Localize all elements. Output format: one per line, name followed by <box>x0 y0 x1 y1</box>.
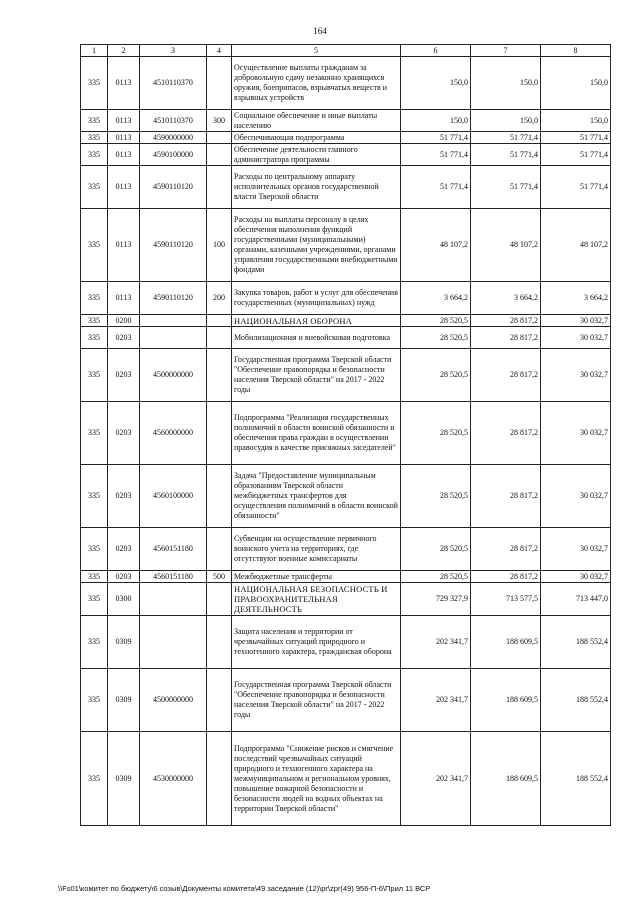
cell-code-1: 335 <box>81 528 108 571</box>
cell-value-2021: 28 520,5 <box>401 465 471 528</box>
table-row <box>81 528 611 571</box>
cell-value-2023: 51 771,4 <box>541 144 611 166</box>
cell-value-2023: 30 032,7 <box>541 327 611 349</box>
cell-description: Государственная программа Тверской области "Обеспечение правопорядка и безопасности населения Тверской области" на 2017 - 2022 годы <box>232 349 401 402</box>
cell-section: 0203 <box>108 327 140 349</box>
cell-code-1: 335 <box>81 209 108 282</box>
cell-value-2023: 30 032,7 <box>541 315 611 327</box>
cell-description: Обеспечивающая подпрограмма <box>232 132 401 144</box>
cell-description: Расходы на выплаты персоналу в целях обеспечения выполнения функций государственными (муниципальными) органами, казенными учреждениями, органами управления государственными внебюджетными фондами <box>232 209 401 282</box>
cell-section: 0113 <box>108 166 140 209</box>
table-row <box>81 402 611 465</box>
cell-expense-type: 300 <box>207 110 232 132</box>
cell-value-2023: 51 771,4 <box>541 132 611 144</box>
cell-code-1: 335 <box>81 57 108 110</box>
cell-section: 0113 <box>108 209 140 282</box>
cell-target-article: 4590110120 <box>140 282 207 315</box>
table-row <box>81 132 611 144</box>
cell-expense-type <box>207 349 232 402</box>
cell-value-2022: 28 817,2 <box>471 315 541 327</box>
table-row <box>81 669 611 732</box>
cell-code-1: 335 <box>81 349 108 402</box>
table-row <box>81 57 611 110</box>
cell-value-2022: 150,0 <box>471 110 541 132</box>
cell-code-1: 335 <box>81 282 108 315</box>
cell-code-1: 335 <box>81 669 108 732</box>
cell-value-2021: 28 520,5 <box>401 327 471 349</box>
cell-expense-type <box>207 465 232 528</box>
cell-section: 0203 <box>108 402 140 465</box>
cell-expense-type <box>207 132 232 144</box>
cell-value-2021: 28 520,5 <box>401 402 471 465</box>
table-row <box>81 282 611 315</box>
cell-value-2021: 51 771,4 <box>401 166 471 209</box>
cell-value-2023: 188 552,4 <box>541 669 611 732</box>
cell-description: НАЦИОНАЛЬНАЯ БЕЗОПАСНОСТЬ И ПРАВООХРАНИТЕЛЬНАЯ ДЕЯТЕЛЬНОСТЬ <box>232 583 401 616</box>
cell-code-1: 335 <box>81 166 108 209</box>
table-row <box>81 110 611 132</box>
cell-section: 0113 <box>108 110 140 132</box>
cell-code-1: 335 <box>81 315 108 327</box>
cell-expense-type <box>207 528 232 571</box>
col-header-1: 1 <box>81 45 108 57</box>
cell-value-2023: 48 107,2 <box>541 209 611 282</box>
cell-description: Защита населения и территории от чрезвычайных ситуаций природного и техногенного характера, гражданская оборона <box>232 616 401 669</box>
cell-expense-type <box>207 669 232 732</box>
cell-value-2021: 28 520,5 <box>401 349 471 402</box>
table-row <box>81 327 611 349</box>
cell-value-2021: 48 107,2 <box>401 209 471 282</box>
table-row <box>81 315 611 327</box>
cell-value-2023: 30 032,7 <box>541 402 611 465</box>
cell-section: 0309 <box>108 616 140 669</box>
cell-value-2022: 28 817,2 <box>471 528 541 571</box>
cell-description: Осуществление выплаты гражданам за добровольную сдачу незаконно хранящихся оружия, боеприпасов, взрывчатых веществ и взрывных устройств <box>232 57 401 110</box>
cell-expense-type: 500 <box>207 571 232 583</box>
cell-value-2023: 30 032,7 <box>541 571 611 583</box>
cell-code-1: 335 <box>81 402 108 465</box>
cell-value-2022: 48 107,2 <box>471 209 541 282</box>
col-header-2: 2 <box>108 45 140 57</box>
cell-target-article <box>140 327 207 349</box>
cell-value-2023: 3 664,2 <box>541 282 611 315</box>
cell-target-article: 4510110370 <box>140 110 207 132</box>
cell-value-2022: 28 817,2 <box>471 402 541 465</box>
table-row <box>81 349 611 402</box>
cell-description: Расходы по центральному аппарату исполнительных органов государственной власти Тверской области <box>232 166 401 209</box>
cell-description: Межбюджетные трансферты <box>232 571 401 583</box>
cell-value-2021: 28 520,5 <box>401 571 471 583</box>
cell-expense-type <box>207 315 232 327</box>
cell-description: Задача "Предоставление муниципальным образованиям Тверской области межбюджетных трансфертов для осуществления полномочий в области воинской обязанности" <box>232 465 401 528</box>
cell-value-2022: 28 817,2 <box>471 349 541 402</box>
cell-expense-type <box>207 402 232 465</box>
page-number: 164 <box>313 26 327 36</box>
cell-description: Государственная программа Тверской области "Обеспечение правопорядка и безопасности населения Тверской области" на 2017 - 2022 годы <box>232 669 401 732</box>
cell-code-1: 335 <box>81 732 108 826</box>
table-body <box>81 57 611 826</box>
cell-code-1: 335 <box>81 327 108 349</box>
cell-value-2023: 188 552,4 <box>541 732 611 826</box>
cell-expense-type: 100 <box>207 209 232 282</box>
cell-value-2022: 28 817,2 <box>471 465 541 528</box>
cell-description: Подпрограмма "Снижение рисков и смягчение последствий чрезвычайных ситуаций природного и техногенного характера на межмуниципальном и региональном уровнях, повышение пожарной безопасности и безопасности людей на водных объектах на территории Тверской области" <box>232 732 401 826</box>
file-path-footer: \\Fs01\комитет по бюджету\6 созыв\Документы комитета\49 заседание (12)\pr\zpr(49) 956-П-6\Прил 11 ВСР <box>58 884 431 893</box>
cell-value-2021: 202 341,7 <box>401 669 471 732</box>
cell-target-article: 4560151180 <box>140 528 207 571</box>
cell-code-1: 335 <box>81 132 108 144</box>
cell-value-2021: 150,0 <box>401 110 471 132</box>
table-row <box>81 166 611 209</box>
cell-expense-type <box>207 57 232 110</box>
cell-section: 0300 <box>108 583 140 616</box>
table-row <box>81 583 611 616</box>
cell-section: 0203 <box>108 571 140 583</box>
col-header-4: 4 <box>207 45 232 57</box>
cell-section: 0203 <box>108 465 140 528</box>
cell-value-2023: 51 771,4 <box>541 166 611 209</box>
cell-description: Обеспечение деятельности главного администратора программы <box>232 144 401 166</box>
cell-value-2021: 51 771,4 <box>401 144 471 166</box>
cell-target-article: 4500000000 <box>140 669 207 732</box>
cell-target-article: 4590110120 <box>140 209 207 282</box>
cell-section: 0113 <box>108 132 140 144</box>
cell-expense-type <box>207 616 232 669</box>
cell-code-1: 335 <box>81 583 108 616</box>
col-header-3: 3 <box>140 45 207 57</box>
cell-expense-type <box>207 166 232 209</box>
col-header-5: 5 <box>232 45 401 57</box>
cell-code-1: 335 <box>81 571 108 583</box>
cell-value-2022: 188 609,5 <box>471 616 541 669</box>
header-row <box>81 45 611 57</box>
cell-description: Социальное обеспечение и иные выплаты населению <box>232 110 401 132</box>
cell-target-article <box>140 315 207 327</box>
cell-value-2021: 28 520,5 <box>401 528 471 571</box>
table-row <box>81 465 611 528</box>
cell-value-2023: 30 032,7 <box>541 465 611 528</box>
cell-target-article: 4510110370 <box>140 57 207 110</box>
cell-value-2022: 3 664,2 <box>471 282 541 315</box>
cell-expense-type: 200 <box>207 282 232 315</box>
cell-target-article: 4560100000 <box>140 465 207 528</box>
cell-section: 0309 <box>108 732 140 826</box>
cell-expense-type <box>207 583 232 616</box>
cell-value-2022: 188 609,5 <box>471 732 541 826</box>
cell-value-2021: 51 771,4 <box>401 132 471 144</box>
cell-value-2021: 3 664,2 <box>401 282 471 315</box>
cell-value-2022: 51 771,4 <box>471 132 541 144</box>
cell-value-2022: 150,0 <box>471 57 541 110</box>
cell-value-2021: 729 327,9 <box>401 583 471 616</box>
cell-description: Подпрограмма "Реализация государственных полномочий в области воинской обязанности и обеспечения права граждан в осуществлении правосудия в качестве присяжных заседателей" <box>232 402 401 465</box>
cell-value-2023: 150,0 <box>541 110 611 132</box>
cell-expense-type <box>207 732 232 826</box>
cell-section: 0203 <box>108 528 140 571</box>
cell-value-2021: 28 520,5 <box>401 315 471 327</box>
table-row <box>81 144 611 166</box>
col-header-8: 8 <box>541 45 611 57</box>
cell-target-article <box>140 583 207 616</box>
cell-value-2022: 713 577,5 <box>471 583 541 616</box>
cell-value-2022: 188 609,5 <box>471 669 541 732</box>
cell-value-2022: 51 771,4 <box>471 144 541 166</box>
cell-value-2023: 188 552,4 <box>541 616 611 669</box>
cell-description: НАЦИОНАЛЬНАЯ ОБОРОНА <box>232 315 401 327</box>
cell-target-article: 4500000000 <box>140 349 207 402</box>
cell-expense-type <box>207 327 232 349</box>
cell-target-article: 4590100000 <box>140 144 207 166</box>
cell-target-article: 4560000000 <box>140 402 207 465</box>
cell-value-2023: 713 447,0 <box>541 583 611 616</box>
col-header-6: 6 <box>401 45 471 57</box>
table-row <box>81 732 611 826</box>
cell-value-2022: 51 771,4 <box>471 166 541 209</box>
cell-target-article: 4530000000 <box>140 732 207 826</box>
cell-value-2021: 202 341,7 <box>401 732 471 826</box>
cell-code-1: 335 <box>81 144 108 166</box>
cell-description: Закупка товаров, работ и услуг для обеспечения государственных (муниципальных) нужд <box>232 282 401 315</box>
cell-section: 0113 <box>108 57 140 110</box>
table-row <box>81 571 611 583</box>
cell-value-2022: 28 817,2 <box>471 327 541 349</box>
cell-value-2023: 30 032,7 <box>541 528 611 571</box>
cell-target-article <box>140 616 207 669</box>
table-row <box>81 616 611 669</box>
cell-code-1: 335 <box>81 616 108 669</box>
cell-section: 0113 <box>108 282 140 315</box>
cell-value-2021: 150,0 <box>401 57 471 110</box>
cell-section: 0309 <box>108 669 140 732</box>
cell-target-article: 4560151180 <box>140 571 207 583</box>
cell-section: 0113 <box>108 144 140 166</box>
cell-value-2021: 202 341,7 <box>401 616 471 669</box>
cell-section: 0200 <box>108 315 140 327</box>
cell-value-2023: 150,0 <box>541 57 611 110</box>
cell-value-2023: 30 032,7 <box>541 349 611 402</box>
cell-target-article: 4590110120 <box>140 166 207 209</box>
cell-description: Мобилизационная и вневойсковая подготовка <box>232 327 401 349</box>
cell-expense-type <box>207 144 232 166</box>
budget-table <box>80 44 611 826</box>
cell-description: Субвенции на осуществление первичного воинского учета на территориях, где отсутствуют военные комиссариаты <box>232 528 401 571</box>
cell-code-1: 335 <box>81 110 108 132</box>
cell-value-2022: 28 817,2 <box>471 571 541 583</box>
cell-section: 0203 <box>108 349 140 402</box>
col-header-7: 7 <box>471 45 541 57</box>
cell-code-1: 335 <box>81 465 108 528</box>
cell-target-article: 4590000000 <box>140 132 207 144</box>
table-row <box>81 209 611 282</box>
